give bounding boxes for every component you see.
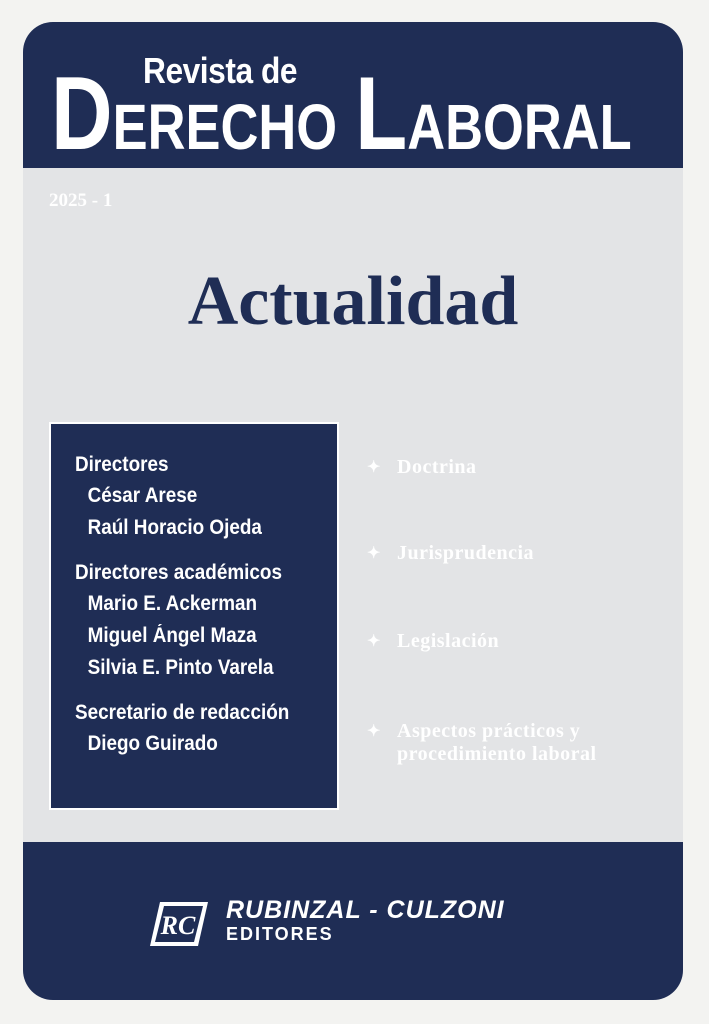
director-name: Raúl Horacio Ojeda (87, 516, 262, 539)
directors-heading: Directores (75, 453, 169, 476)
directors-group (75, 450, 337, 544)
publisher-name-block (226, 896, 505, 944)
director-name: César Arese (87, 484, 198, 507)
academic-director-name: Miguel Ángel Maza (87, 624, 257, 647)
section-label: Legislación (397, 630, 500, 652)
star-bullet-icon: ✦ (367, 545, 381, 562)
title-initial-l: L (355, 56, 408, 172)
publisher-name: RUBINZAL - CULZONI (226, 896, 505, 924)
section-label: Jurisprudencia (397, 542, 535, 564)
journal-cover (23, 22, 683, 1000)
section-label: Aspectos prácticos y procedimiento laboral (397, 720, 597, 765)
section-item (367, 630, 499, 653)
section-item (367, 456, 477, 479)
editorial-staff-box (51, 424, 337, 808)
title-initial-d: D (51, 56, 113, 172)
academic-director-name: Mario E. Ackerman (87, 592, 258, 615)
section-item (367, 720, 597, 766)
section-item (367, 542, 534, 565)
title-word-derecho: ERECHO (112, 91, 338, 163)
title-word-laboral: ABORAL (407, 91, 632, 163)
secretary-group (75, 698, 337, 760)
academic-directors-group (75, 558, 337, 684)
academic-directors-heading: Directores académicos (75, 561, 282, 584)
issue-title: Actualidad (187, 263, 519, 340)
star-bullet-icon: ✦ (367, 459, 381, 476)
logo-text: RC (160, 911, 196, 940)
star-bullet-icon: ✦ (367, 633, 381, 650)
section-label: Doctrina (397, 456, 477, 478)
star-bullet-icon: ✦ (367, 723, 381, 740)
publisher-subtitle: EDITORES (226, 924, 334, 944)
issue-number: 2025 - 1 (49, 190, 113, 211)
journal-title (51, 56, 632, 172)
secretary-heading: Secretario de redacción (75, 701, 290, 724)
academic-director-name: Silvia E. Pinto Varela (87, 656, 274, 679)
secretary-name: Diego Guirado (87, 732, 218, 755)
publisher-logo-icon (148, 900, 210, 948)
header-band (23, 22, 683, 172)
journal-title-prefix: Revista de (143, 50, 298, 91)
